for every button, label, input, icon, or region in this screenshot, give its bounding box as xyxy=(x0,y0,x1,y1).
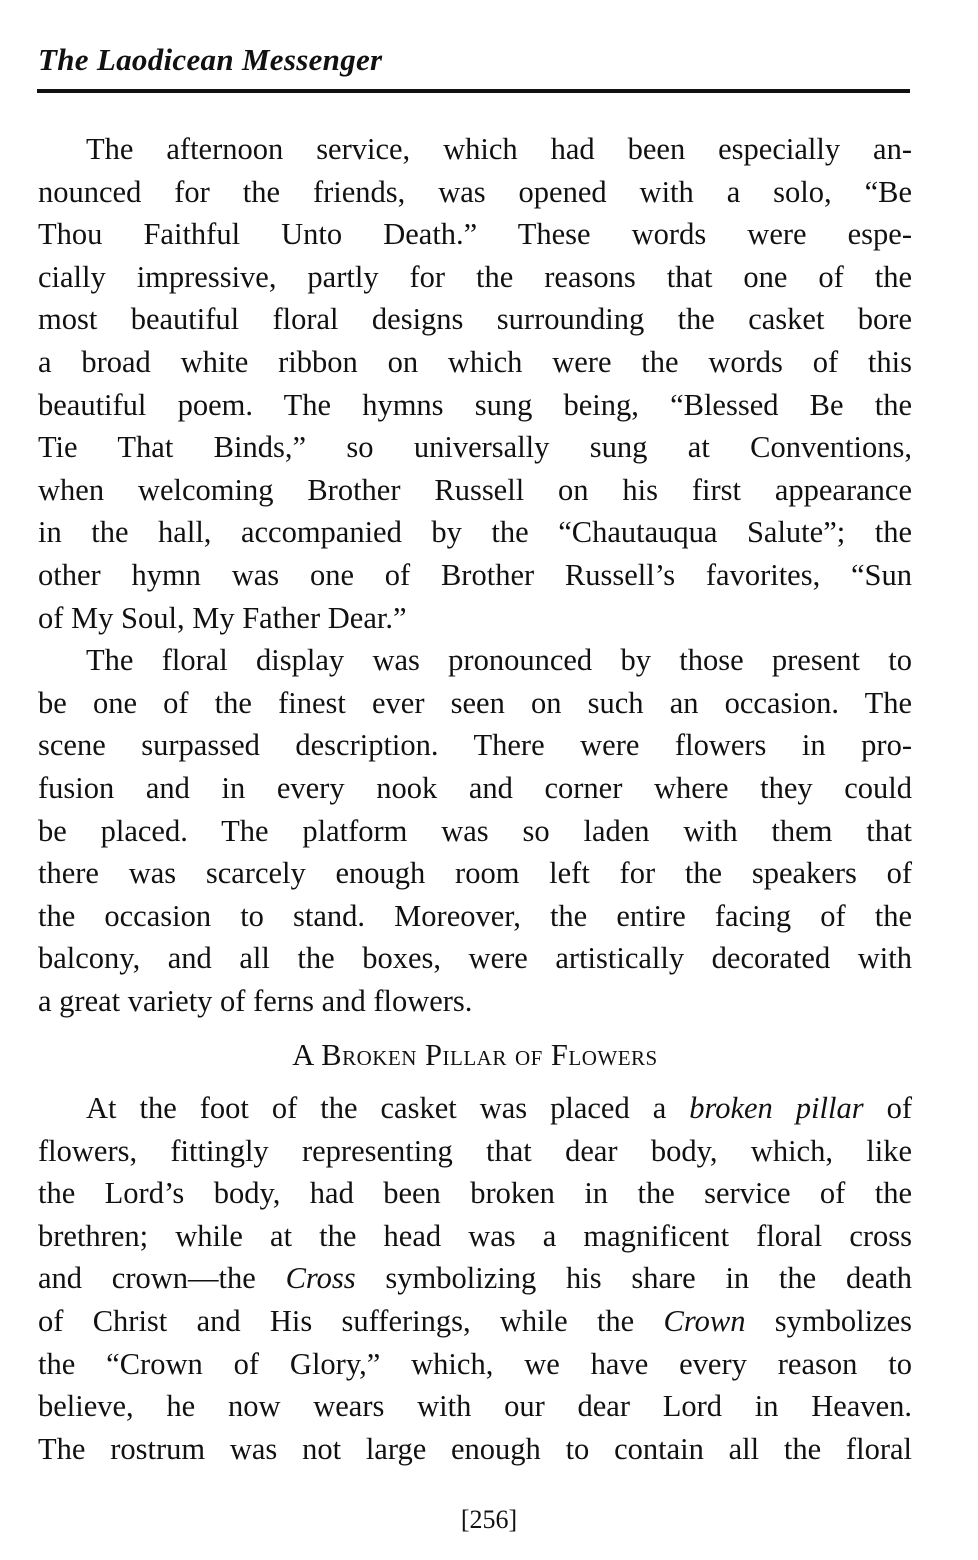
text-line: of My Soul, My Father Dear.” xyxy=(38,600,407,635)
header-rule xyxy=(37,89,910,93)
text-line: brethren; while at the head was a magnificent floral cross xyxy=(38,1218,912,1253)
text-line: most beautiful floral designs surrounding the casket bore xyxy=(38,302,912,337)
text-line: cially impressive, partly for the reasons that one of the xyxy=(38,259,912,294)
page-body xyxy=(38,128,912,1470)
text-span: of xyxy=(886,1091,913,1126)
text-line: The floral display was pronounced by those present to xyxy=(86,643,912,678)
text-span: symbolizes xyxy=(774,1304,912,1339)
text-line: a broad white ribbon on which were the words of this xyxy=(38,344,912,379)
running-header: The Laodicean Messenger xyxy=(38,42,383,77)
text-line: nounced for the friends, was opened with a solo, “Be xyxy=(38,174,912,209)
text-span: of Christ and His sufferings, while the xyxy=(38,1304,635,1339)
text-line: fusion and in every nook and corner where they could xyxy=(38,770,912,805)
emphasis: Cross xyxy=(285,1261,356,1296)
text-line: Thou Faithful Unto Death.” These words were espe- xyxy=(38,217,912,252)
page-number: [256] xyxy=(460,1505,518,1534)
text-line xyxy=(38,1257,912,1300)
text-line: other hymn was one of Brother Russell’s favorites, “Sun xyxy=(38,557,912,592)
text-line: a great variety of ferns and flowers. xyxy=(38,983,473,1018)
text-line: The afternoon service, which had been especially an- xyxy=(86,132,912,166)
text-line: when welcoming Brother Russell on his first appearance xyxy=(38,472,912,507)
emphasis: broken pillar xyxy=(689,1091,864,1126)
text-line xyxy=(38,1087,912,1130)
text-line: Tie That Binds,” so universally sung at Conventions, xyxy=(38,430,912,465)
paragraph-1 xyxy=(38,128,912,639)
text-line: believe, he now wears with our dear Lord in Heaven. xyxy=(38,1389,912,1424)
paragraph-2 xyxy=(38,639,912,1022)
text-line: in the hall, accompanied by the “Chautauqua Salute”; the xyxy=(38,515,912,550)
text-line: balcony, and all the boxes, were artistically decorated with xyxy=(38,941,912,976)
section-heading: A Broken Pillar of Flowers xyxy=(292,1038,658,1073)
text-line: the Lord’s body, had been broken in the service of the xyxy=(38,1176,912,1211)
paragraph-3 xyxy=(38,1087,912,1470)
text-span: At the foot of the casket was placed a xyxy=(86,1091,667,1126)
emphasis: Crown xyxy=(663,1304,746,1339)
text-line: scene surpassed description. There were flowers in pro- xyxy=(38,728,912,763)
text-line: the occasion to stand. Moreover, the entire facing of the xyxy=(38,898,912,933)
text-line: beautiful poem. The hymns sung being, “Blessed Be the xyxy=(38,387,912,422)
text-line: the “Crown of Glory,” which, we have every reason to xyxy=(38,1346,912,1381)
text-line: The rostrum was not large enough to contain all the floral xyxy=(38,1431,912,1466)
text-line: flowers, fittingly representing that dear body, which, like xyxy=(38,1133,912,1168)
text-span: symbolizing his share in the death xyxy=(385,1261,913,1296)
text-span: and crown—the xyxy=(38,1261,256,1296)
text-line: be one of the finest ever seen on such an occasion. The xyxy=(38,685,912,720)
text-line xyxy=(38,1300,912,1343)
text-line: be placed. The platform was so laden with them that xyxy=(38,813,912,848)
text-line: there was scarcely enough room left for the speakers of xyxy=(38,856,912,891)
